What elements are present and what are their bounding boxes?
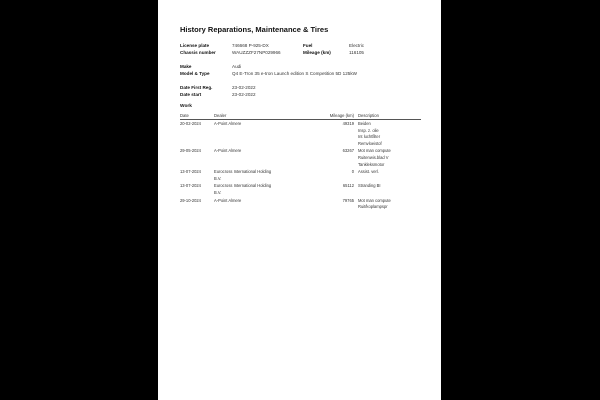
dealer-line: B.V.	[214, 189, 222, 195]
cell-date: 20-02-2024	[180, 121, 201, 126]
table-row	[180, 148, 421, 169]
chassis-value: WAUZZZF27NP029966	[232, 50, 281, 55]
description-line: Ruitenwis.blad V	[358, 154, 389, 160]
work-table-body	[180, 121, 421, 212]
description-line: Stranding BI	[358, 183, 381, 189]
cell-dealer	[214, 198, 241, 205]
description-line: Mot man compute	[358, 148, 391, 154]
cell-dealer	[214, 121, 241, 128]
description-line: Ruit/koplampspr	[358, 204, 388, 210]
cell-mileage: 49319	[342, 121, 354, 126]
cell-dealer	[214, 148, 241, 155]
description-line: Insp. z. olie	[358, 127, 379, 133]
description-line: Int luchtfilter	[358, 134, 381, 140]
date-start-value: 23-02-2022	[232, 92, 256, 97]
cell-description	[358, 121, 382, 147]
page-title: History Reparations, Maintenance & Tires	[180, 25, 329, 34]
first-reg-label: Date First Reg.	[180, 85, 213, 90]
make-label: Make	[180, 64, 192, 69]
description-line: Beiden	[358, 121, 371, 126]
table-row	[180, 183, 421, 197]
cell-date: 29-10-2024	[180, 197, 201, 203]
license-plate-value: 746668 P-925-DX	[232, 43, 269, 48]
cell-mileage: 79765	[342, 197, 354, 203]
chassis-label: Chassis number	[180, 50, 216, 55]
cell-dealer	[214, 169, 271, 182]
header-date: Date	[180, 113, 189, 118]
header-dealer: Dealer	[214, 113, 227, 118]
dealer-line: A-Point Almere	[214, 197, 242, 203]
table-row	[180, 198, 421, 212]
document-page	[158, 0, 441, 400]
description-line: Assist. verl.	[358, 169, 379, 175]
cell-description	[358, 198, 391, 211]
cell-date: 29-05-2024	[180, 148, 201, 154]
dealer-line: B.V.	[214, 175, 222, 181]
cell-description	[358, 169, 379, 176]
fuel-value: Electric	[349, 43, 365, 48]
first-reg-value: 23-02-2022	[232, 85, 256, 90]
description-line: Tankleksmotor	[358, 161, 385, 167]
description-line: Mot man compute	[358, 197, 391, 203]
header-description: Description	[358, 113, 379, 118]
make-value: Audi	[232, 64, 242, 69]
fuel-label: Fuel	[303, 43, 313, 48]
cell-mileage: 63267	[342, 148, 354, 154]
dealer-line: A-Point Almere	[214, 148, 242, 154]
model-label: Model & Type	[180, 71, 210, 76]
mileage-label: Mileage (km)	[303, 50, 331, 55]
dealer-line: Eurocross International Holding	[214, 169, 272, 175]
cell-mileage: 65112	[342, 183, 354, 189]
cell-dealer	[214, 183, 271, 196]
work-table	[180, 113, 421, 212]
date-start-label: Date start	[180, 92, 202, 97]
table-row	[180, 169, 421, 183]
table-row	[180, 121, 421, 148]
cell-mileage: 0	[351, 169, 354, 175]
work-table-header	[180, 113, 421, 120]
model-value: Q4 E-Tron 35 e-tron Launch edition S Competition 5D 125kW	[232, 71, 357, 76]
license-plate-label: License plate	[180, 43, 210, 48]
description-line: Remvloeistof	[358, 140, 382, 146]
cell-date: 13-07-2024	[180, 183, 201, 189]
work-section-title: Work	[180, 104, 192, 109]
cell-description	[358, 183, 381, 190]
dealer-line: Eurocross International Holding	[214, 183, 272, 189]
mileage-value: 116105	[349, 50, 364, 55]
cell-description	[358, 148, 391, 168]
dealer-line: A-Point Almere	[214, 121, 242, 126]
header-mileage: Mileage (km)	[329, 113, 354, 118]
cell-date: 13-07-2024	[180, 169, 201, 175]
